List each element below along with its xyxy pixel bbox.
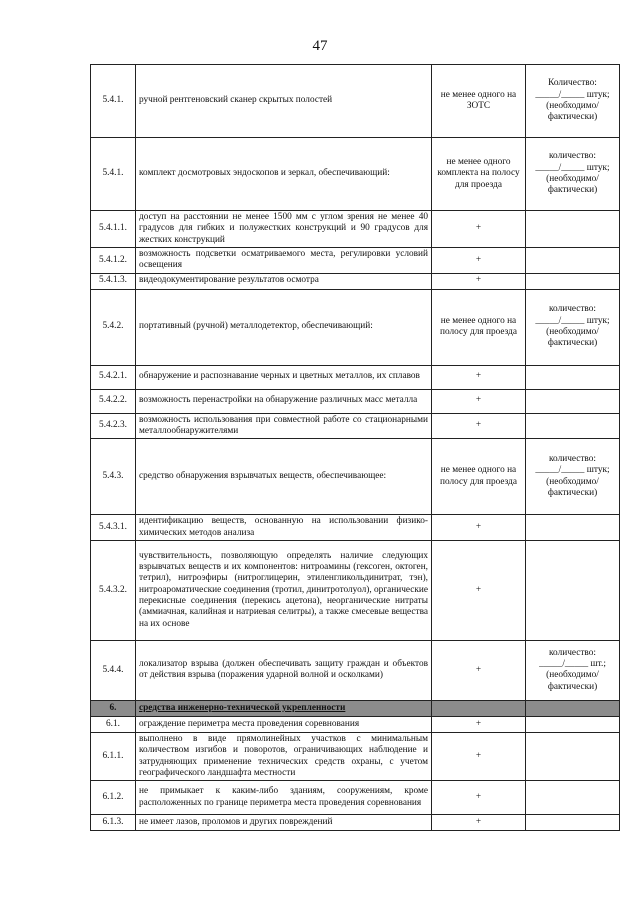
row-number: 5.4.1.	[91, 65, 136, 138]
row-requirement: +	[432, 413, 526, 439]
page-number: 47	[312, 38, 328, 54]
row-requirement: не менее одного на полосу для проезда	[432, 289, 526, 365]
row-note: количество: _____/_____ штук; (необходимо/ фактически)	[526, 289, 620, 365]
row-number: 5.4.1.2.	[91, 247, 136, 273]
row-note	[526, 389, 620, 413]
row-note	[526, 815, 620, 831]
row-requirement: +	[432, 247, 526, 273]
row-note	[526, 716, 620, 732]
table-row	[91, 439, 620, 515]
row-note	[526, 540, 620, 640]
row-requirement: не менее одного комплекта на полосу для проезда	[432, 138, 526, 211]
row-requirement: +	[432, 732, 526, 780]
table-row	[91, 65, 620, 138]
table-row	[91, 365, 620, 389]
row-note: количество: _____/_____ шт.; (необходимо/ фактически)	[526, 640, 620, 700]
row-number: 5.4.3.2.	[91, 540, 136, 640]
row-note	[526, 781, 620, 815]
row-requirement	[432, 700, 526, 716]
row-description: чувствительность, позволяющую определять наличие следующих взрывчатых веществ и их компонентов: нитроамины (гексоген, октоген, тетрил), нитроэфиры (нитроглицерин, этиленгликольдинитрат, тэн), нитроароматические соединения (тротил, динитротолуол), органические перекисные соединения (перекись ацетона), неорганические нитраты (аммиачная, калийная и натриевая селитры), а также смесевые вещества на их основе	[136, 540, 432, 640]
table-row	[91, 640, 620, 700]
row-number: 5.4.3.1.	[91, 515, 136, 541]
row-requirement: +	[432, 781, 526, 815]
row-requirement: +	[432, 716, 526, 732]
section-row	[91, 700, 620, 716]
row-note: количество: _____/_____ штук; (необходимо/ фактически)	[526, 138, 620, 211]
row-description: средство обнаружения взрывчатых веществ, обеспечивающее:	[136, 439, 432, 515]
row-number: 5.4.2.1.	[91, 365, 136, 389]
row-note	[526, 365, 620, 389]
row-note	[526, 413, 620, 439]
row-description: средства инженерно-технической укрепленности	[136, 700, 432, 716]
row-requirement: +	[432, 815, 526, 831]
row-note: количество: _____/_____ штук; (необходимо/ фактически)	[526, 439, 620, 515]
row-description: возможность использования при совместной работе со стационарными металлообнаружителями	[136, 413, 432, 439]
row-number: 5.4.2.	[91, 289, 136, 365]
table-row	[91, 138, 620, 211]
row-description: локализатор взрыва (должен обеспечивать защиту граждан и объектов от действия взрыва (поражения ударной волной и осколками)	[136, 640, 432, 700]
requirements-table	[90, 64, 620, 831]
row-number: 6.1.2.	[91, 781, 136, 815]
row-requirement: +	[432, 365, 526, 389]
row-number: 5.4.1.1.	[91, 211, 136, 248]
row-note	[526, 515, 620, 541]
row-description: идентификацию веществ, основанную на использовании физико-химических методов анализа	[136, 515, 432, 541]
row-description: видеодокументирование результатов осмотра	[136, 273, 432, 289]
row-note	[526, 732, 620, 780]
row-requirement: +	[432, 515, 526, 541]
row-note	[526, 700, 620, 716]
table-row	[91, 540, 620, 640]
row-number: 5.4.2.2.	[91, 389, 136, 413]
row-number: 6.1.	[91, 716, 136, 732]
row-note	[526, 247, 620, 273]
table-row	[91, 211, 620, 248]
row-description: не имеет лазов, проломов и других повреждений	[136, 815, 432, 831]
row-number: 5.4.1.3.	[91, 273, 136, 289]
row-description: доступ на расстоянии не менее 1500 мм с углом зрения не менее 40 градусов для гибких и полужестких конструкций и 90 градусов для жестких конструкций	[136, 211, 432, 248]
table-row	[91, 716, 620, 732]
row-description: возможность перенастройки на обнаружение различных масс металла	[136, 389, 432, 413]
table-row	[91, 247, 620, 273]
row-requirement: +	[432, 273, 526, 289]
row-number: 6.	[91, 700, 136, 716]
row-description: возможность подсветки осматриваемого места, регулировки условий освещения	[136, 247, 432, 273]
row-requirement: +	[432, 211, 526, 248]
row-description: портативный (ручной) металлодетектор, обеспечивающий:	[136, 289, 432, 365]
row-description: обнаружение и распознавание черных и цветных металлов, их сплавов	[136, 365, 432, 389]
table-row	[91, 389, 620, 413]
row-requirement: +	[432, 540, 526, 640]
row-number: 5.4.1.	[91, 138, 136, 211]
row-number: 5.4.4.	[91, 640, 136, 700]
row-requirement: +	[432, 389, 526, 413]
row-note	[526, 273, 620, 289]
table-row	[91, 815, 620, 831]
table-row	[91, 413, 620, 439]
row-number: 6.1.3.	[91, 815, 136, 831]
table-row	[91, 781, 620, 815]
row-requirement: не менее одного на ЗОТС	[432, 65, 526, 138]
row-number: 6.1.1.	[91, 732, 136, 780]
row-description: комплект досмотровых эндоскопов и зеркал, обеспечивающий:	[136, 138, 432, 211]
row-number: 5.4.3.	[91, 439, 136, 515]
requirements-table-body	[91, 65, 620, 831]
table-row	[91, 515, 620, 541]
row-description: выполнено в виде прямолинейных участков с минимальным количеством изгибов и поворотов, ограничивающих наблюдение и затрудняющих применение технических средств охраны, с учетом географического ландшафта местности	[136, 732, 432, 780]
row-number: 5.4.2.3.	[91, 413, 136, 439]
row-description: ограждение периметра места проведения соревнования	[136, 716, 432, 732]
row-note: Количество: _____/_____ штук; (необходимо/ фактически)	[526, 65, 620, 138]
row-requirement: +	[432, 640, 526, 700]
table-row	[91, 732, 620, 780]
row-note	[526, 211, 620, 248]
row-description: ручной рентгеновский сканер скрытых полостей	[136, 65, 432, 138]
row-description: не примыкает к каким-либо зданиям, сооружениям, кроме расположенных по границе периметра места проведения соревнования	[136, 781, 432, 815]
table-row	[91, 273, 620, 289]
row-requirement: не менее одного на полосу для проезда	[432, 439, 526, 515]
table-row	[91, 289, 620, 365]
